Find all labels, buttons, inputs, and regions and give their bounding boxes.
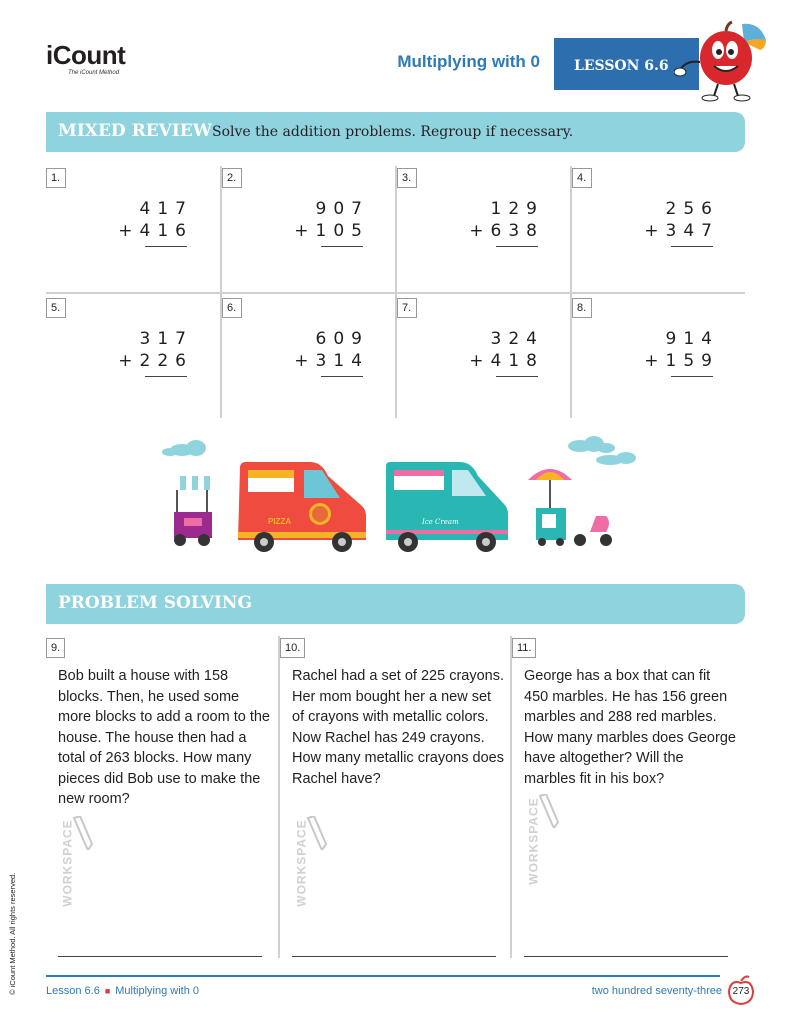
addend-top: 914 bbox=[665, 329, 719, 349]
problem-solving-bar bbox=[46, 584, 745, 624]
pizza-truck-icon bbox=[238, 462, 366, 552]
addend-top: 317 bbox=[139, 329, 193, 349]
problem-number: 1. bbox=[46, 168, 66, 188]
addend-top: 129 bbox=[490, 199, 544, 219]
addend-top: 256 bbox=[665, 199, 719, 219]
mixed-review-heading: MIXED REVIEW bbox=[58, 121, 212, 141]
cloud-icon bbox=[568, 436, 636, 465]
footer-divider bbox=[46, 975, 720, 977]
page-number-badge bbox=[727, 975, 755, 1005]
answer-line[interactable] bbox=[496, 376, 538, 377]
problem-text: Rachel had a set of 225 crayons. Her mom bought her a new set of crayons with metallic colors. Now Rachel has 249 crayons. How many metallic crayons does Rachel have? bbox=[292, 668, 504, 787]
addition-problem bbox=[397, 294, 572, 422]
cloud-icon bbox=[162, 440, 206, 456]
ice-cream-truck-label: Ice Cream bbox=[422, 518, 459, 526]
page-number: 273 bbox=[732, 986, 750, 997]
addend-bottom: +226 bbox=[118, 351, 193, 371]
answer-line[interactable] bbox=[292, 956, 496, 957]
pencil-icon bbox=[306, 816, 328, 850]
problem-number: 8. bbox=[572, 298, 592, 318]
addend-bottom: +418 bbox=[469, 351, 544, 371]
addend-top: 417 bbox=[139, 199, 193, 219]
problem-text: Bob built a house with 158 blocks. Then, he used some more blocks to add a room to the house. The house then had a total of 263 blocks. How many pieces did Bob use to make the new room? bbox=[58, 668, 270, 807]
problem-number: 4. bbox=[572, 168, 592, 188]
addend-top: 324 bbox=[490, 329, 544, 349]
addend-bottom: +347 bbox=[644, 221, 719, 241]
answer-line[interactable] bbox=[524, 956, 728, 957]
logo-wordmark: iCount bbox=[46, 40, 126, 70]
mixed-review-instruction: Solve the addition problems. Regroup if necessary. bbox=[212, 124, 574, 140]
problem-number: 2. bbox=[222, 168, 242, 188]
addend-bottom: +314 bbox=[294, 351, 369, 371]
word-problem bbox=[46, 636, 278, 962]
addend-top: 609 bbox=[315, 329, 369, 349]
addition-problem bbox=[397, 164, 572, 292]
pencil-icon bbox=[538, 794, 560, 828]
answer-line[interactable] bbox=[145, 246, 187, 247]
answer-line[interactable] bbox=[671, 246, 713, 247]
addition-problem bbox=[46, 294, 221, 422]
problem-text: George has a box that can fit 450 marbles. He has 156 green marbles and 288 red marbles. How many marbles does George have altogether? Will the marbles fit in his box? bbox=[524, 668, 736, 787]
word-problem bbox=[280, 636, 512, 962]
problem-number: 9. bbox=[46, 638, 65, 658]
bullet-icon: ■ bbox=[104, 986, 111, 996]
addition-problem bbox=[572, 164, 747, 292]
footer-lesson-label: Lesson 6.6 bbox=[46, 985, 100, 997]
candy-cart-icon bbox=[174, 476, 212, 546]
ice-cream-cart-icon bbox=[528, 469, 572, 546]
addend-bottom: +638 bbox=[469, 221, 544, 241]
footer-page-words: two hundred seventy-three bbox=[591, 985, 722, 997]
copyright-notice: © iCount Method. All rights reserved. bbox=[8, 872, 17, 995]
problem-number: 10. bbox=[280, 638, 305, 658]
addition-problem bbox=[222, 164, 397, 292]
icount-logo bbox=[46, 40, 136, 80]
food-trucks-illustration bbox=[160, 436, 640, 552]
workspace-label: WORKSPACE bbox=[526, 797, 541, 885]
addend-bottom: +159 bbox=[644, 351, 719, 371]
problem-number: 6. bbox=[222, 298, 242, 318]
addition-problem bbox=[572, 294, 747, 422]
workspace-label: WORKSPACE bbox=[294, 819, 309, 907]
footer-lesson bbox=[46, 985, 199, 997]
addition-problem bbox=[46, 164, 221, 292]
logo-tagline: The iCount Method bbox=[68, 70, 120, 76]
problem-number: 5. bbox=[46, 298, 66, 318]
addend-top: 907 bbox=[315, 199, 369, 219]
mixed-review-bar bbox=[46, 112, 745, 152]
answer-line[interactable] bbox=[145, 376, 187, 377]
pizza-truck-label: PIZZA bbox=[268, 517, 292, 526]
pencil-icon bbox=[72, 816, 94, 850]
answer-line[interactable] bbox=[496, 246, 538, 247]
problem-number: 7. bbox=[397, 298, 417, 318]
ice-cream-truck-icon bbox=[386, 462, 508, 552]
lesson-badge: LESSON 6.6 bbox=[554, 38, 699, 90]
page-title: Multiplying with 0 bbox=[397, 52, 540, 71]
problem-solving-heading: PROBLEM SOLVING bbox=[58, 593, 252, 613]
apple-mascot-icon bbox=[674, 18, 774, 102]
addition-problem bbox=[222, 294, 397, 422]
answer-line[interactable] bbox=[58, 956, 262, 957]
workspace-label: WORKSPACE bbox=[60, 819, 75, 907]
answer-line[interactable] bbox=[671, 376, 713, 377]
word-problem bbox=[512, 636, 744, 962]
problem-number: 11. bbox=[512, 638, 536, 658]
answer-line[interactable] bbox=[321, 376, 363, 377]
footer-topic: Multiplying with 0 bbox=[115, 985, 200, 997]
addend-bottom: +416 bbox=[118, 221, 193, 241]
scooter-icon bbox=[574, 516, 612, 546]
answer-line[interactable] bbox=[321, 246, 363, 247]
addend-bottom: +105 bbox=[294, 221, 369, 241]
problem-number: 3. bbox=[397, 168, 417, 188]
